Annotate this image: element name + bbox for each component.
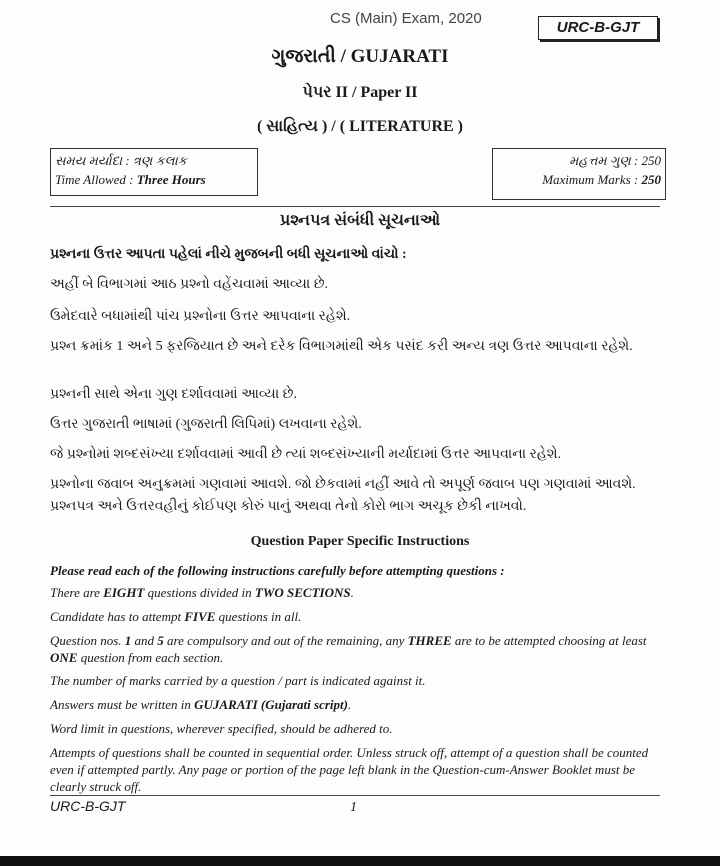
divider — [50, 206, 660, 207]
text-segment: questions divided in — [144, 585, 255, 600]
scan-edge — [0, 856, 720, 866]
maximum-marks-label: Maximum Marks : — [542, 172, 642, 187]
text-segment: question from each section. — [77, 650, 224, 665]
gujarati-instructions-title: પ્રશ્નપત્ર સંબંધી સૂચનાઓ — [279, 212, 441, 229]
paper-code-box: URC-B-GJT — [538, 16, 658, 40]
text-segment: Candidate has to attempt — [50, 609, 185, 624]
time-allowed-gujarati: સમય મર્યાદા : ત્રણ કલાક — [55, 153, 187, 168]
text-segment: The number of marks carried by a question / part is indicated against it. — [50, 673, 426, 688]
time-allowed-box — [50, 148, 258, 196]
gujarati-lead: પ્રશ્નના ઉત્તર આપતા પહેલાં નીચે મુજબની બધી સૂચનાઓ વાંચો : — [50, 247, 407, 262]
text-segment: Word limit in questions, wherever specified, should be adhered to. — [50, 721, 393, 736]
page-number: 1 — [350, 800, 357, 815]
footer-divider — [50, 795, 660, 796]
text-segment: . — [347, 697, 352, 712]
english-instructions-title: Question Paper Specific Instructions — [250, 534, 470, 549]
emphasis: THREE — [407, 633, 452, 648]
text-segment: are compulsory and out of the remaining, any — [163, 633, 408, 648]
gujarati-instruction-7: પ્રશ્નોના જવાબ અનુક્રમમાં ગણવામાં આવશે. જો છેકવામાં નહીં આવે તો અપૂર્ણ જવાબ પણ ગણવામાં આવશે. પ્રશ્નપત્ર અને ઉત્તરવહીનું કોઈપણ કોરું પાનું અથવા તેનો કોરો ભાગ અચૂક છેકી નાખવો. — [50, 477, 636, 514]
gujarati-instruction-1: અહીં બે વિભાગમાં આઠ પ્રશ્નો વહેંચવામાં આવ્યા છે. — [50, 277, 329, 292]
gujarati-instruction-2: ઉમેદવારે બધામાંથી પાંચ પ્રશ્નોના ઉત્તર આપવાના રહેશે. — [50, 309, 351, 324]
gujarati-instruction-6: જે પ્રશ્નોમાં શબ્દસંખ્યા દર્શાવવામાં આવી છે ત્યાં શબ્દસંખ્યાની મર્યાદામાં ઉત્તર આપવાના રહેશે. — [50, 447, 562, 462]
time-allowed-label: Time Allowed : — [55, 172, 137, 187]
section-title: ( સાહિત્ય ) / ( LITERATURE ) — [256, 118, 464, 135]
text-segment: Question nos. — [50, 633, 125, 648]
gujarati-instruction-4: પ્રશ્નની સાથે એના ગુણ દર્શાવવામાં આવ્યા છે. — [50, 387, 297, 402]
text-segment: . — [350, 585, 354, 600]
emphasis: ONE — [50, 650, 78, 665]
text-segment: questions in all. — [215, 609, 302, 624]
time-allowed-english — [55, 170, 253, 189]
emphasis: FIVE — [184, 609, 216, 624]
subject-title: ગુજરાતી / GUJARATI — [271, 46, 449, 67]
text-segment: There are — [50, 585, 104, 600]
english-instruction-3 — [50, 632, 660, 666]
gujarati-instruction-3: પ્રશ્ન ક્રમાંક 1 અને 5 ફરજિયાત છે અને દરેક વિભાગમાંથી એક પસંદ કરી અન્ય ત્રણ ઉત્તર આપવાના રહેશે. — [50, 339, 633, 354]
emphasis: GUJARATI (Gujarati script) — [194, 697, 348, 712]
english-instruction-5 — [50, 696, 660, 713]
text-segment: Answers must be written in — [50, 697, 195, 712]
time-allowed-value: Three Hours — [136, 172, 206, 187]
english-instruction-2 — [50, 608, 660, 625]
emphasis: TWO SECTIONS — [254, 585, 351, 600]
maximum-marks-gujarati: મહત્તમ ગુણ : 250 — [569, 153, 661, 168]
text-segment: are to be attempted choosing at least — [451, 633, 647, 648]
text-segment: and — [131, 633, 158, 648]
maximum-marks-box — [492, 148, 666, 200]
paper-title: પેપર II / Paper II — [302, 84, 418, 101]
emphasis: EIGHT — [103, 585, 145, 600]
emphasis: 1 — [124, 633, 132, 648]
english-instruction-7 — [50, 744, 660, 795]
text-segment: Attempts of questions shall be counted in sequential order. Unless struck off, attempt of a question shall be counted even if attempted partly. Any page or portion of the page left blank in the Question-cum-Answer Booklet must be clearly struck off. — [50, 745, 649, 794]
english-lead: Please read each of the following instructions carefully before attempting questions : — [50, 563, 505, 578]
gujarati-instruction-5: ઉત્તર ગુજરાતી ભાષામાં (ગુજરાતી લિપિમાં) લખવાના રહેશે. — [50, 417, 362, 432]
footer-paper-code: URC-B-GJT — [50, 798, 126, 814]
english-instruction-6 — [50, 720, 660, 737]
emphasis: 5 — [157, 633, 164, 648]
maximum-marks-english — [497, 170, 661, 189]
exam-title: CS (Main) Exam, 2020 — [330, 10, 482, 27]
english-instruction-4 — [50, 672, 660, 689]
maximum-marks-value: 250 — [641, 172, 661, 187]
english-instruction-1 — [50, 584, 660, 601]
